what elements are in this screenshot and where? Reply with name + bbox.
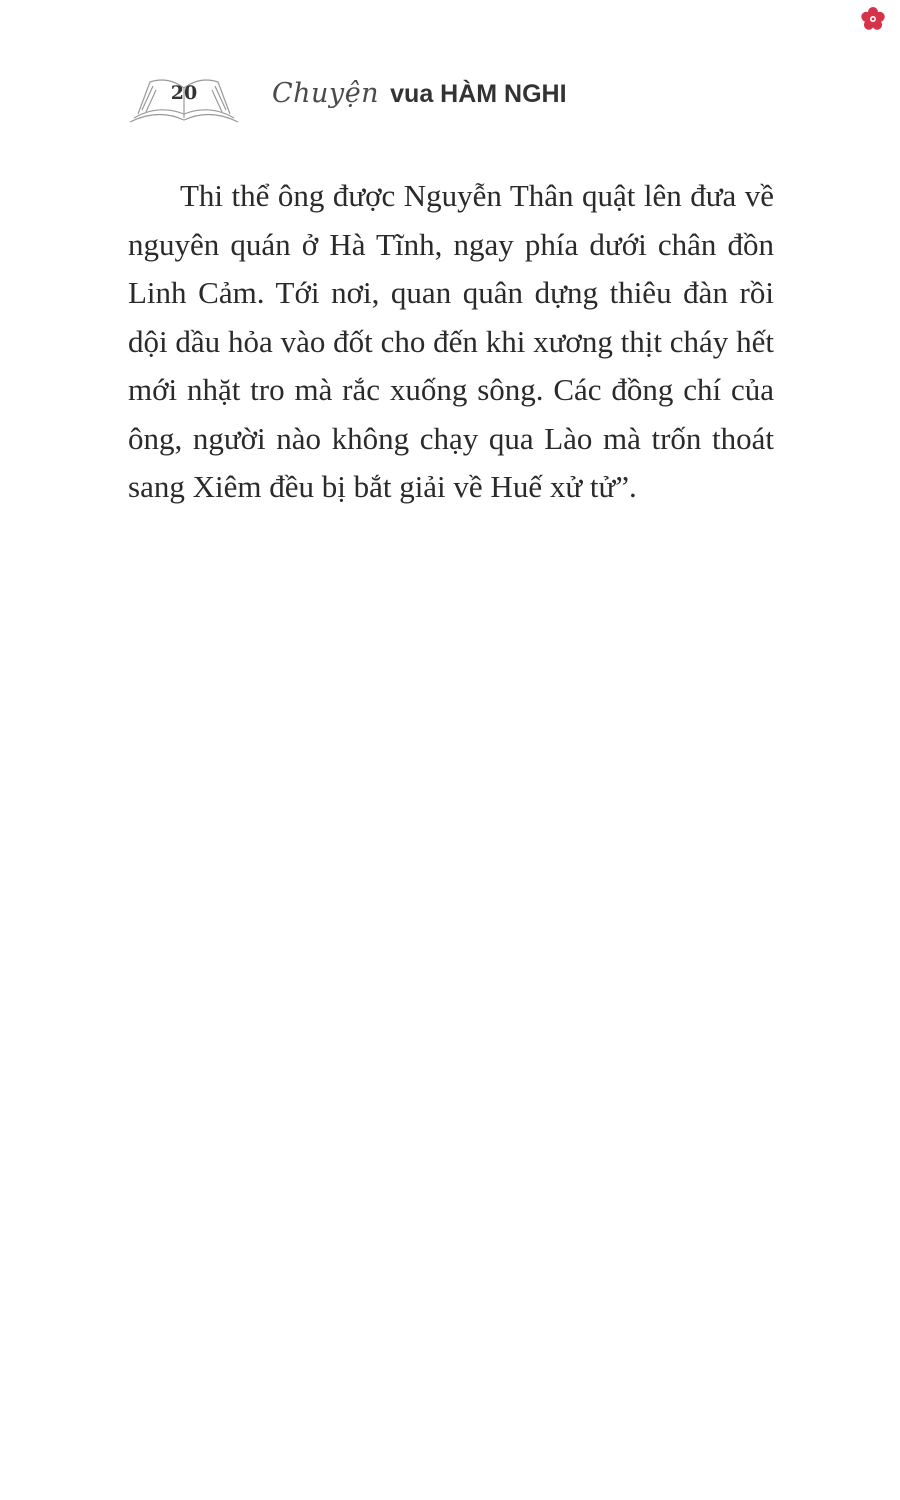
book-title-script: Chuyện <box>272 78 380 109</box>
page-number: 20 <box>170 82 198 104</box>
body-paragraph: Thi thể ông được Nguyễn Thân quật lên đưa về nguyên quán ở Hà Tĩnh, ngay phía dưới chân đồn Linh Cảm. Tới nơi, quan quân dựng thiêu đàn rồi dội dầu hỏa vào đốt cho đến khi xương thịt cháy hết mới nhặt tro mà rắc xuống sông. Các đồng chí của ông, người nào không chạy qua Lào mà trốn thoát sang Xiêm đều bị bắt giải về Huế xử tử”. <box>128 178 774 504</box>
book-title <box>272 78 567 109</box>
flower-icon <box>860 6 886 32</box>
book-title-main: vua HÀM NGHI <box>390 80 567 108</box>
running-header <box>128 68 588 128</box>
